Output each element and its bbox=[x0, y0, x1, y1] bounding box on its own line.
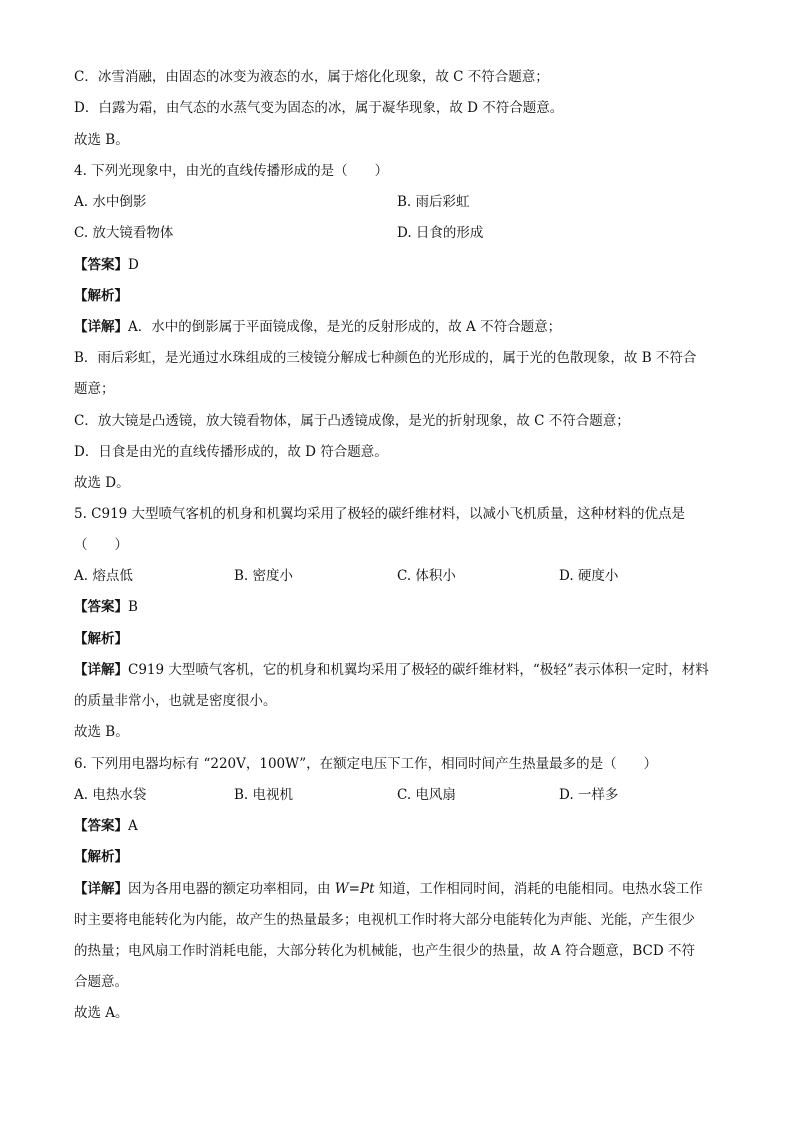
q5-detail-line2: 的质量非常小，也就是密度很小。 bbox=[74, 693, 277, 709]
power-formula: W=Pt bbox=[334, 881, 375, 897]
q4-option-a: A. 水中倒影 bbox=[74, 194, 147, 210]
analysis-tag: 【解析】 bbox=[74, 288, 128, 304]
q6-choose: 故选 A。 bbox=[74, 1005, 129, 1021]
q5-choose: 故选 B。 bbox=[74, 724, 129, 740]
q3-option-c-explanation: C．冰雪消融，由固态的冰变为液态的水，属于熔化化现象，故 C 不符合题意； bbox=[74, 69, 549, 85]
q3-choose: 故选 B。 bbox=[74, 132, 129, 148]
q6-option-b: B. 电视机 bbox=[234, 787, 294, 803]
q5-option-c: C. 体积小 bbox=[397, 568, 456, 584]
q4-detail-c: C．放大镜是凸透镜，放大镜看物体，属于凸透镜成像，是光的折射现象，故 C 不符合题意； bbox=[74, 413, 630, 429]
q6-option-a: A. 电热水袋 bbox=[74, 787, 147, 803]
analysis-tag: 【解析】 bbox=[74, 631, 128, 647]
q4-detail-d: D．日食是由光的直线传播形成的，故 D 符合题意。 bbox=[74, 444, 388, 460]
q4-option-c: C. 放大镜看物体 bbox=[74, 225, 174, 241]
q5-option-b: B. 密度小 bbox=[234, 568, 294, 584]
detail-text-pre: 因为各用电器的额定功率相同，由 bbox=[128, 881, 335, 897]
q4-option-b: B. 雨后彩虹 bbox=[397, 194, 470, 210]
q5-answer bbox=[74, 598, 138, 616]
q4-detail-a bbox=[74, 318, 561, 336]
detail-tag: 【详解】 bbox=[74, 881, 128, 897]
q5-stem-line1: 5. C919 大型喷气客机的机身和机翼均采用了极轻的碳纤维材料，以减小飞机质量，这种材料的优点是 bbox=[74, 506, 686, 522]
answer-tag: 【答案】 bbox=[74, 818, 128, 834]
detail-text: A．水中的倒影属于平面镜成像，是光的反射形成的，故 A 不符合题意； bbox=[128, 319, 562, 335]
q4-option-d: D. 日食的形成 bbox=[397, 225, 484, 241]
detail-tag: 【详解】 bbox=[74, 319, 128, 335]
q5-option-a: A. 熔点低 bbox=[74, 568, 133, 584]
q6-detail-line3: 的热量；电风扇工作时消耗电能，大部分转化为机械能，也产生很少的热量，故 A 符合题意，BCD 不符 bbox=[74, 943, 695, 959]
analysis-tag: 【解析】 bbox=[74, 849, 128, 865]
q4-choose: 故选 D。 bbox=[74, 475, 130, 491]
answer-value: D bbox=[128, 257, 139, 273]
q6-detail-line1 bbox=[74, 880, 703, 898]
q5-detail-line1 bbox=[74, 661, 709, 679]
answer-tag: 【答案】 bbox=[74, 599, 128, 615]
q6-detail-line4: 合题意。 bbox=[74, 974, 128, 990]
q4-detail-b-line1: B．雨后彩虹，是光通过水珠组成的三棱镜分解成七种颜色的光形成的，属于光的色散现象，故 B 不符合 bbox=[74, 350, 697, 366]
q6-answer bbox=[74, 817, 138, 835]
answer-value: A bbox=[128, 818, 138, 834]
q5-stem-line2: （ ） bbox=[74, 537, 128, 553]
q4-detail-b-line2: 题意； bbox=[74, 381, 115, 397]
detail-text-post: 知道，工作相同时间，消耗的电能相同。电热水袋工作 bbox=[374, 881, 703, 897]
q3-option-d-explanation: D．白露为霜，由气态的水蒸气变为固态的冰，属于凝华现象，故 D 不符合题意。 bbox=[74, 100, 564, 116]
answer-tag: 【答案】 bbox=[74, 257, 128, 273]
q4-answer bbox=[74, 256, 139, 274]
answer-value: B bbox=[128, 599, 138, 615]
q4-analysis-heading bbox=[74, 287, 128, 305]
q6-stem: 6. 下列用电器均标有 “220V，100W”，在额定电压下工作，相同时间产生热量最多的是（ ） bbox=[74, 756, 658, 772]
q5-option-d: D. 硬度小 bbox=[559, 568, 619, 584]
q6-analysis-heading bbox=[74, 848, 128, 866]
q6-option-c: C. 电风扇 bbox=[397, 787, 456, 803]
q5-analysis-heading bbox=[74, 630, 128, 648]
q4-stem: 4. 下列光现象中，由光的直线传播形成的是（ ） bbox=[74, 163, 389, 179]
q6-detail-line2: 时主要将电能转化为内能，故产生的热量最多；电视机工作时将大部分电能转化为声能、光能，产生很少 bbox=[74, 912, 695, 928]
detail-text: C919 大型喷气客机，它的机身和机翼均采用了极轻的碳纤维材料，“极轻”表示体积一定时，材料 bbox=[128, 662, 709, 678]
detail-tag: 【详解】 bbox=[74, 662, 128, 678]
q6-option-d: D. 一样多 bbox=[559, 787, 619, 803]
